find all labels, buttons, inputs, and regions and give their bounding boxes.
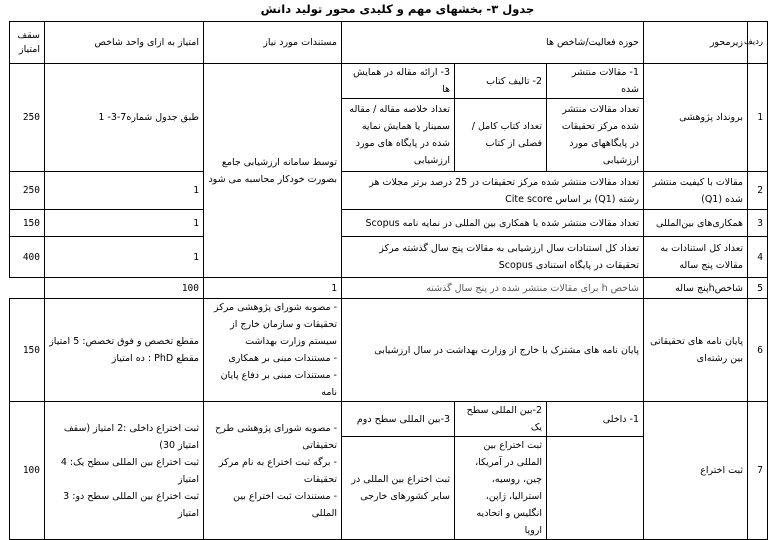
- row-5-no: 5: [748, 278, 768, 299]
- table-row: [10, 278, 768, 299]
- row-1-no: 1: [748, 64, 768, 172]
- row-4-ceiling: 400: [10, 237, 45, 278]
- row-4-sub-axis: تعداد کل استنادات به مقالات پنج ساله: [644, 237, 748, 278]
- row-6-doc-3: - مستندات مبنی بر دفاع پایان نامه: [220, 370, 337, 398]
- header-ceiling: سقف امتیاز: [10, 22, 45, 64]
- row-6-no: 6: [748, 299, 768, 402]
- row-2-no: 2: [748, 172, 768, 210]
- row-5-score: 1: [204, 278, 342, 299]
- header-score-per-unit: امتیاز به ازای واحد شاخص: [45, 22, 204, 64]
- row-6-sub-axis: پایان نامه های تحقیقاتی بین رشته‌ای: [644, 299, 748, 402]
- row-7-activity-1-body: [547, 437, 644, 540]
- row-6-ceiling: 150: [10, 299, 45, 402]
- row-1-ceiling: 250: [10, 64, 45, 172]
- row-2-ceiling: 250: [10, 172, 45, 210]
- shared-documents: توسط سامانه ارزشیابی جامع بصورت خودکار محاسبه می شود: [204, 64, 342, 278]
- row-3-activity: تعداد مقالات منتشر شده با همکاری بین المللی در نمایه نامه Scopus: [342, 210, 644, 237]
- row-7-documents: [204, 402, 342, 540]
- table-row: [10, 172, 768, 210]
- row-7-score-2: ثبت اختراع بین المللی سطح یک: 4 امتیاز: [60, 456, 199, 485]
- row-6-activity: پایان نامه های مشترک با خارج از وزارت بهداشت در سال ارزشیابی: [342, 299, 644, 402]
- row-7-score-3: ثبت اختراع بین المللی سطح دو: 3 امتیاز: [63, 490, 199, 519]
- row-1-activity-3-head: 3- ارائه مقاله در همایش ها: [342, 64, 455, 99]
- row-4-no: 4: [748, 237, 768, 278]
- row-7-doc-1: - مصوبه شورای پژوهشی طرح تحقیقاتی: [215, 422, 337, 451]
- header-row: [10, 22, 768, 64]
- row-5-sub-axis: شاخصhپنج ساله: [644, 278, 748, 299]
- row-6-documents: [204, 299, 342, 402]
- row-7-activity-2-head: 2-بین المللی سطح یک: [455, 402, 547, 437]
- row-2-sub-axis: مقالات با کیفیت منتشر شده (Q1): [644, 172, 748, 210]
- row-3-ceiling: 150: [10, 210, 45, 237]
- row-1-sub-axis: برونداد پژوهشی: [644, 64, 748, 172]
- row-7-score-1: ثبت اختراع داخلی :2 امتیاز (سقف امتیاز 30): [63, 422, 199, 451]
- row-4-activity: تعداد کل استنادات سال ارزشیابی به مقالات پنج سال گذشته مرکز تحقیقات در پایگاه استنادی Scopus: [342, 237, 644, 278]
- row-7-activity-3-head: 3-بین المللی سطح دوم: [342, 402, 455, 437]
- table-row: [10, 210, 768, 237]
- row-6-score-2: مقطع PhD : ده امتیاز: [111, 353, 199, 364]
- row-2-activity: تعداد مقالات منتشر شده مرکز تحقیقات در 25 درصد برتر مجلات هر رشته (Q1) بر اساس Cite score: [342, 172, 644, 210]
- header-sub-axis: زیرمحور: [644, 22, 748, 64]
- table-title: جدول ۳- بخشهای مهم و کلیدی محور تولید دانش: [260, 2, 535, 16]
- row-3-sub-axis: همکاری‌های بین‌المللی: [644, 210, 748, 237]
- row-6-score: [45, 299, 204, 402]
- row-1-score: طبق جدول شماره7-3- 1: [45, 64, 204, 172]
- row-6-doc-1: - مصوبه شورای پژوهشی مرکز تحقیقات و سازمان خارج از سیستم وزارت بهداشت: [214, 302, 337, 347]
- table-row: [10, 64, 768, 99]
- row-5-ceiling: 100: [45, 278, 204, 299]
- row-7-activity-2-body: ثبت اختراع بین المللی در آمریکا، چین، روسیه، استرالیا، ژاپن، انگلیس و اتحادیه اروپا: [455, 437, 547, 540]
- table-row: [10, 237, 768, 278]
- row-5-activity: شاخص h برای مقالات منتشر شده در پنج سال گذشته: [342, 278, 644, 299]
- table-row: [10, 402, 768, 437]
- row-7-no: 7: [748, 402, 768, 540]
- row-1-activity-1-head: 1- مقالات منتشر شده: [547, 64, 644, 99]
- table-row: [10, 299, 768, 402]
- header-activity: حوزه فعالیت/شاخص ها: [342, 22, 644, 64]
- row-4-score: 1: [45, 237, 204, 278]
- row-7-activity-3-body: ثبت اختراع بین المللی در سایر کشورهای خارجی: [342, 437, 455, 540]
- row-1-activity-2-body: تعداد کتاب کامل / فصلی از کتاب: [455, 99, 547, 172]
- row-6-doc-2: - مستندات مبنی بر همکاری: [228, 353, 337, 364]
- row-7-activity-1-head: 1- داخلی: [547, 402, 644, 437]
- row-2-score: 1: [45, 172, 204, 210]
- row-7-sub-axis: ثبت اختراع: [644, 402, 748, 540]
- header-row-no: ردیف: [748, 22, 768, 64]
- row-7-doc-2: - برگه ثبت اختراع به نام مرکز تحقیقات: [218, 456, 337, 485]
- row-7-ceiling: 100: [10, 402, 45, 540]
- row-3-score: 1: [45, 210, 204, 237]
- knowledge-production-table: [9, 21, 768, 540]
- row-3-no: 3: [748, 210, 768, 237]
- row-1-activity-2-head: 2- تالیف کتاب: [455, 64, 547, 99]
- row-7-score: [45, 402, 204, 540]
- row-1-activity-3-body: تعداد خلاصه مقاله / مقاله سمینار یا همایش نمایه شده در پایگاه های مورد ارزشیابی: [342, 99, 455, 172]
- header-documents: مستندات مورد نیاز: [204, 22, 342, 64]
- row-6-score-1: مقطع تخصص و فوق تخصص: 5 امتیاز: [49, 336, 199, 347]
- row-7-doc-3: - مستندات ثبت اختراع بین المللی: [233, 490, 337, 519]
- row-1-activity-1-body: تعداد مقالات منتشر شده مرکز تحقیقات در پایگاههای مورد ارزشیابی: [547, 99, 644, 172]
